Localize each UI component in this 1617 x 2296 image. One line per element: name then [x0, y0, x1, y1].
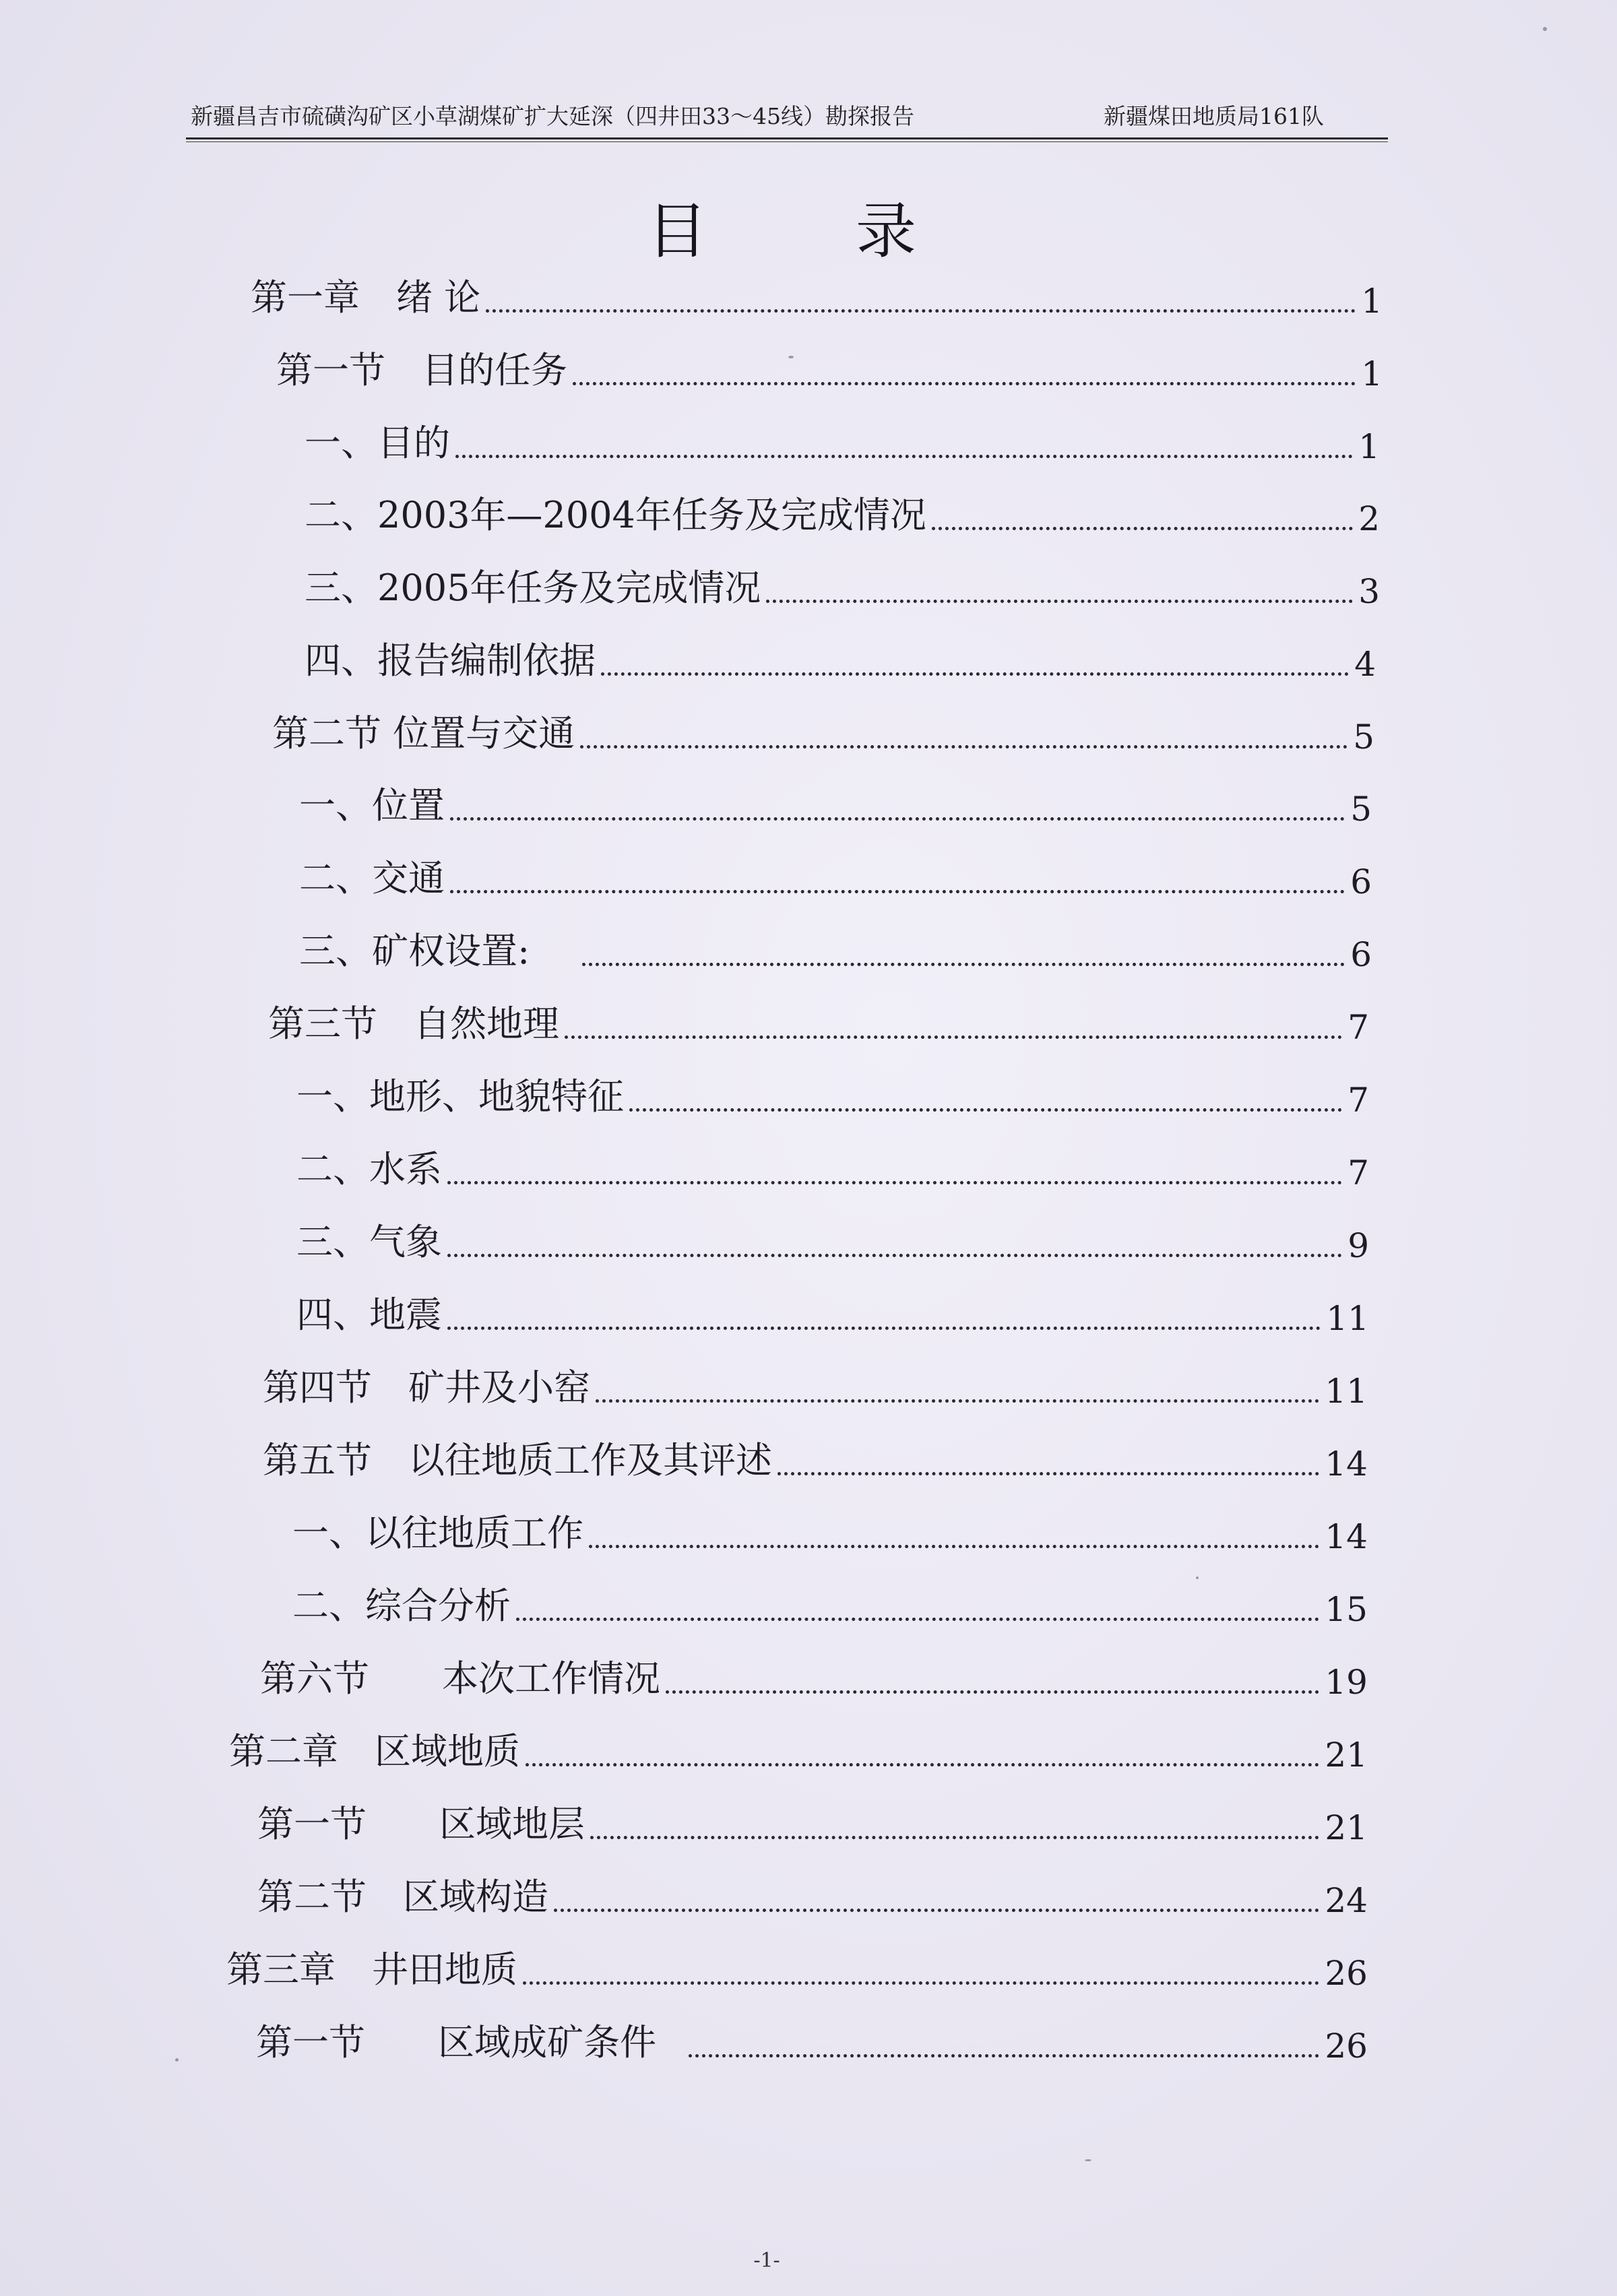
- toc-entry-label: 四、地震: [296, 1294, 442, 1336]
- toc-entry[interactable]: [305, 491, 1380, 538]
- page-number: -1-: [753, 2249, 780, 2272]
- running-header-title: 新疆昌吉市硫磺沟矿区小草湖煤矿扩大延深（四井田33～45线）勘探报告: [191, 103, 914, 129]
- toc-leader-dots: [447, 1327, 1321, 1330]
- toc-entry-label: 二、综合分析: [292, 1585, 511, 1627]
- toc-entry[interactable]: [260, 1655, 1368, 1702]
- toc-entry-page: 4: [1354, 645, 1376, 684]
- toc-entry-page: 5: [1353, 718, 1374, 757]
- toc-entry-page: 21: [1325, 1808, 1368, 1847]
- toc-leader-dots: [932, 527, 1353, 530]
- toc-entry-page: 5: [1350, 790, 1372, 829]
- toc-leader-dots: [516, 1618, 1319, 1621]
- toc-entry[interactable]: [276, 346, 1383, 393]
- toc-entry-page: 7: [1348, 1008, 1369, 1047]
- toc-entry[interactable]: [305, 637, 1376, 684]
- toc-leader-dots: [565, 1035, 1342, 1039]
- toc-leader-dots: [666, 1690, 1319, 1694]
- toc-entry-label: 第六节 本次工作情况: [260, 1657, 660, 1700]
- toc-entry[interactable]: [296, 1218, 1369, 1265]
- toc-entry-page: 21: [1325, 1735, 1368, 1775]
- toc-leader-dots: [580, 745, 1348, 748]
- toc-entry-label: 第三节 自然地理: [268, 1002, 559, 1045]
- toc-entry-label: 第四节 矿井及小窑: [263, 1366, 590, 1409]
- toc-entry[interactable]: [299, 927, 1372, 974]
- toc-entry-page: 1: [1358, 427, 1380, 466]
- toc-entry-page: 1: [1361, 354, 1383, 393]
- toc-leader-dots: [589, 1545, 1319, 1548]
- toc-leader-dots: [554, 1909, 1319, 1912]
- toc-entry-page: 14: [1325, 1444, 1368, 1484]
- toc-entry-label: 一、目的: [305, 422, 450, 464]
- toc-entry[interactable]: [263, 1364, 1368, 1411]
- toc-leader-dots: [689, 2054, 1319, 2058]
- toc-leader-dots: [455, 455, 1353, 458]
- toc-entry-label: 二、2003年—2004年任务及完成情况: [305, 494, 926, 536]
- toc-entry-page: 11: [1326, 1299, 1369, 1338]
- toc-entry[interactable]: [299, 782, 1372, 829]
- toc-leader-dots: [601, 672, 1349, 676]
- toc-leader-dots: [778, 1472, 1319, 1475]
- page-title: 目录: [647, 196, 1065, 267]
- toc-entry-page: 9: [1348, 1226, 1369, 1265]
- toc-entry[interactable]: [257, 1800, 1368, 1847]
- toc-entry[interactable]: [257, 1873, 1368, 1920]
- toc-leader-dots: [590, 1836, 1319, 1839]
- toc-entry-page: 1: [1361, 282, 1383, 321]
- toc-entry-label: 第二节 位置与交通: [272, 712, 575, 755]
- toc-entry-label: 一、位置: [299, 784, 445, 827]
- toc-entry-label: 第二章 区域地质: [229, 1730, 520, 1773]
- toc-leader-dots: [596, 1399, 1319, 1403]
- toc-entry[interactable]: [251, 274, 1383, 321]
- toc-entry-page: 7: [1348, 1081, 1369, 1120]
- toc-entry[interactable]: [226, 1946, 1368, 1993]
- toc-entry-label: 二、交通: [299, 857, 445, 899]
- toc-entry-label: 四、报告编制依据: [305, 639, 596, 682]
- toc-entry[interactable]: [299, 854, 1372, 901]
- scan-speck: [788, 356, 794, 358]
- toc-entry-page: 3: [1358, 572, 1380, 611]
- toc-entry-label: 第五节 以往地质工作及其评述: [263, 1439, 772, 1481]
- toc-entry[interactable]: [268, 1000, 1369, 1047]
- header-rule: [186, 137, 1388, 139]
- toc-entry-label: 一、地形、地貌特征: [296, 1075, 624, 1118]
- toc-leader-dots: [582, 963, 1345, 966]
- toc-entry[interactable]: [296, 1145, 1369, 1192]
- toc-leader-dots: [447, 1181, 1342, 1184]
- toc-entry-label: 第三章 井田地质: [226, 1948, 517, 1991]
- scan-speck: [1543, 27, 1547, 31]
- toc-entry[interactable]: [272, 709, 1374, 757]
- toc-leader-dots: [447, 1254, 1342, 1257]
- toc-leader-dots: [450, 817, 1345, 821]
- toc-leader-dots: [766, 600, 1353, 603]
- toc-entry-page: 7: [1348, 1153, 1369, 1192]
- toc-entry-label: 第二节 区域构造: [257, 1876, 548, 1918]
- scan-speck: [175, 2058, 179, 2062]
- toc-entry-label: 第一节 目的任务: [276, 349, 567, 391]
- toc-entry[interactable]: [229, 1727, 1368, 1775]
- toc-entry-page: 6: [1350, 862, 1372, 901]
- toc-entry[interactable]: [296, 1291, 1369, 1338]
- toc-entry-label: 一、以往地质工作: [292, 1512, 583, 1554]
- toc-entry-label: 二、水系: [296, 1148, 442, 1190]
- toc-entry[interactable]: [305, 419, 1380, 466]
- running-header-organization: 新疆煤田地质局161队: [1104, 103, 1324, 129]
- scan-speck: [1085, 2159, 1091, 2161]
- scan-speck: [1196, 1576, 1199, 1579]
- toc-entry-page: 11: [1325, 1372, 1368, 1411]
- toc-leader-dots: [523, 1981, 1319, 1985]
- toc-leader-dots: [526, 1763, 1319, 1766]
- toc-entry-page: 15: [1325, 1590, 1368, 1629]
- toc-entry-label: 第一节 区域成矿条件: [256, 2021, 656, 2064]
- toc-entry-label: 三、气象: [296, 1221, 442, 1263]
- toc-entry[interactable]: [296, 1073, 1369, 1120]
- toc-entry-page: 26: [1325, 1954, 1368, 1993]
- header-rule-thin: [186, 141, 1388, 142]
- toc-leader-dots: [450, 890, 1345, 893]
- toc-entry-page: 19: [1325, 1663, 1368, 1702]
- toc-entry-label: 第一节 区域地层: [257, 1803, 585, 1845]
- toc-leader-dots: [573, 382, 1356, 385]
- toc-entry[interactable]: [263, 1436, 1368, 1484]
- toc-entry-page: 6: [1350, 935, 1372, 974]
- toc-entry-page: 24: [1325, 1881, 1368, 1920]
- toc-entry-label: 三、矿权设置:: [299, 930, 530, 972]
- toc-entry[interactable]: [292, 1582, 1368, 1629]
- toc-entry[interactable]: [292, 1509, 1368, 1556]
- toc-entry-page: 2: [1358, 499, 1380, 538]
- toc-entry-page: 14: [1325, 1517, 1368, 1556]
- toc-entry[interactable]: [256, 2018, 1368, 2066]
- toc-entry-label: 三、2005年任务及完成情况: [305, 567, 761, 609]
- toc-entry-label: 第一章 绪 论: [251, 276, 481, 319]
- toc-leader-dots: [629, 1108, 1342, 1112]
- toc-leader-dots: [486, 309, 1356, 313]
- toc-entry-page: 26: [1325, 2027, 1368, 2066]
- toc-entry[interactable]: [305, 564, 1380, 611]
